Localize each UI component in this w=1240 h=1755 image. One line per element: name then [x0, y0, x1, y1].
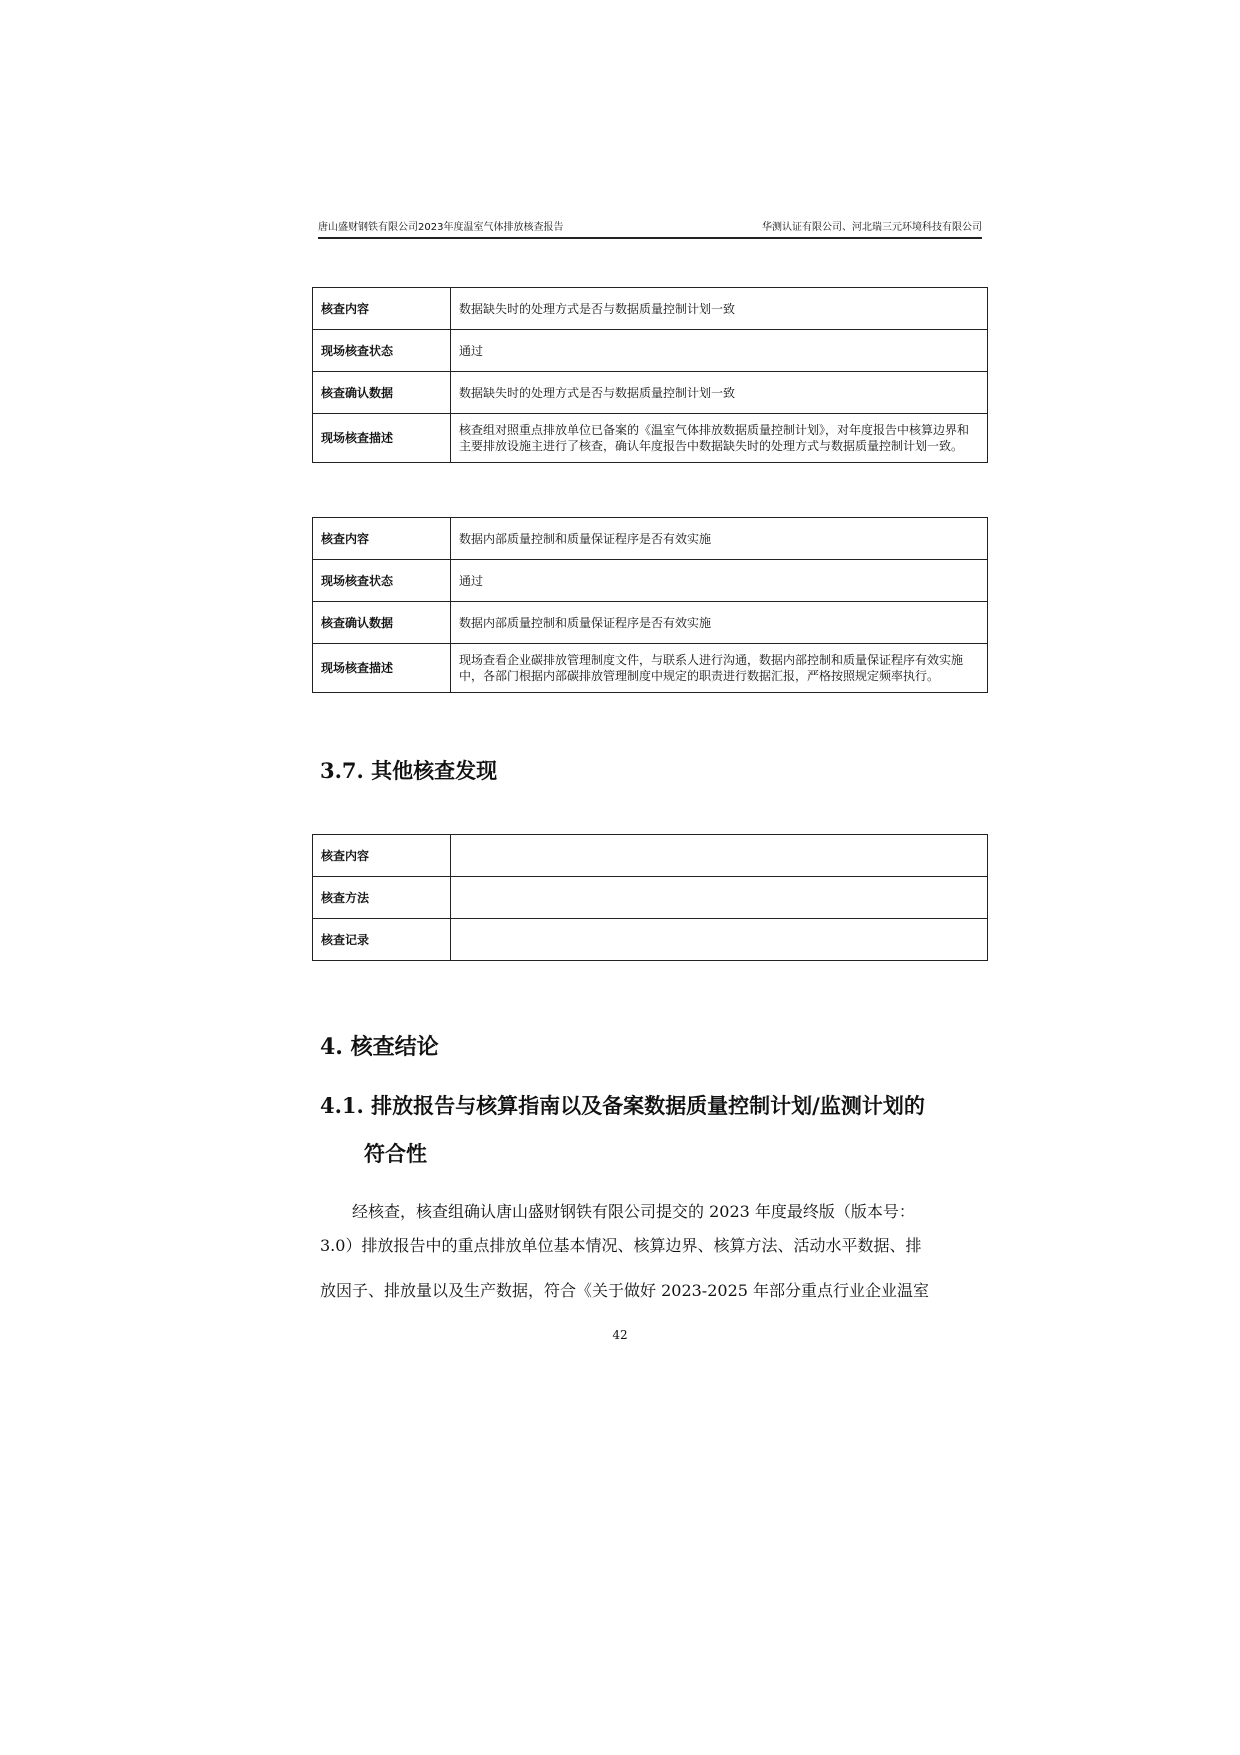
- row-label: 现场核查状态: [313, 330, 451, 372]
- section-heading-4-1-cont: 符合性: [364, 1141, 427, 1166]
- paragraph-line: 经核查，核查组确认唐山盛财钢铁有限公司提交的 2023 年度最终版（版本号：: [352, 1202, 915, 1221]
- check-table-2: [312, 517, 988, 693]
- header-left-title: 唐山盛财钢铁有限公司2023年度温室气体排放核查报告: [318, 222, 564, 233]
- row-label: 现场核查状态: [313, 560, 451, 602]
- row-label: 核查内容: [313, 288, 451, 330]
- table-row: [313, 560, 988, 602]
- table-row: [313, 877, 988, 919]
- row-value: 通过: [451, 330, 988, 372]
- check-table-1: [312, 287, 988, 463]
- row-value: 核查组对照重点排放单位已备案的《温室气体排放数据质量控制计划》，对年度报告中核算边界和主要排放设施主进行了核查，确认年度报告中数据缺失时的处理方式与数据质量控制计划一致。: [451, 414, 988, 463]
- row-value: [451, 835, 988, 877]
- section-heading-4-1: 4.1. 排放报告与核算指南以及备案数据质量控制计划/监测计划的: [320, 1093, 925, 1118]
- check-table-3: [312, 834, 988, 961]
- row-value: 数据内部质量控制和质量保证程序是否有效实施: [451, 602, 988, 644]
- section-heading-4: 4. 核查结论: [320, 1034, 439, 1060]
- table-row: [313, 518, 988, 560]
- row-value: 现场查看企业碳排放管理制度文件，与联系人进行沟通，数据内部控制和质量保证程序有效实施中，各部门根据内部碳排放管理制度中规定的职责进行数据汇报，严格按照规定频率执行。: [451, 644, 988, 693]
- paragraph-line: 3.0）排放报告中的重点排放单位基本情况、核算边界、核算方法、活动水平数据、排: [320, 1236, 922, 1255]
- row-label: 核查确认数据: [313, 602, 451, 644]
- row-value: 数据缺失时的处理方式是否与数据质量控制计划一致: [451, 288, 988, 330]
- table-row: [313, 835, 988, 877]
- page-number: 42: [612, 1328, 628, 1342]
- header-right-org: 华测认证有限公司、河北瑞三元环境科技有限公司: [762, 222, 982, 233]
- table-row: [313, 330, 988, 372]
- row-value: [451, 919, 988, 961]
- row-value: 数据内部质量控制和质量保证程序是否有效实施: [451, 518, 988, 560]
- page-header: [318, 222, 982, 239]
- row-value: 通过: [451, 560, 988, 602]
- row-label: 核查记录: [313, 919, 451, 961]
- table-row: [313, 602, 988, 644]
- row-label: 现场核查描述: [313, 414, 451, 463]
- section-heading-3-7: 3.7. 其他核查发现: [320, 758, 498, 783]
- row-label: 现场核查描述: [313, 644, 451, 693]
- table-row: [313, 288, 988, 330]
- row-label: 核查确认数据: [313, 372, 451, 414]
- row-value: [451, 877, 988, 919]
- row-label: 核查方法: [313, 877, 451, 919]
- table-row: [313, 644, 988, 693]
- table-row: [313, 414, 988, 463]
- paragraph-line: 放因子、排放量以及生产数据，符合《关于做好 2023-2025 年部分重点行业企业温室: [320, 1281, 930, 1300]
- row-label: 核查内容: [313, 518, 451, 560]
- row-value: 数据缺失时的处理方式是否与数据质量控制计划一致: [451, 372, 988, 414]
- table-row: [313, 372, 988, 414]
- table-row: [313, 919, 988, 961]
- row-label: 核查内容: [313, 835, 451, 877]
